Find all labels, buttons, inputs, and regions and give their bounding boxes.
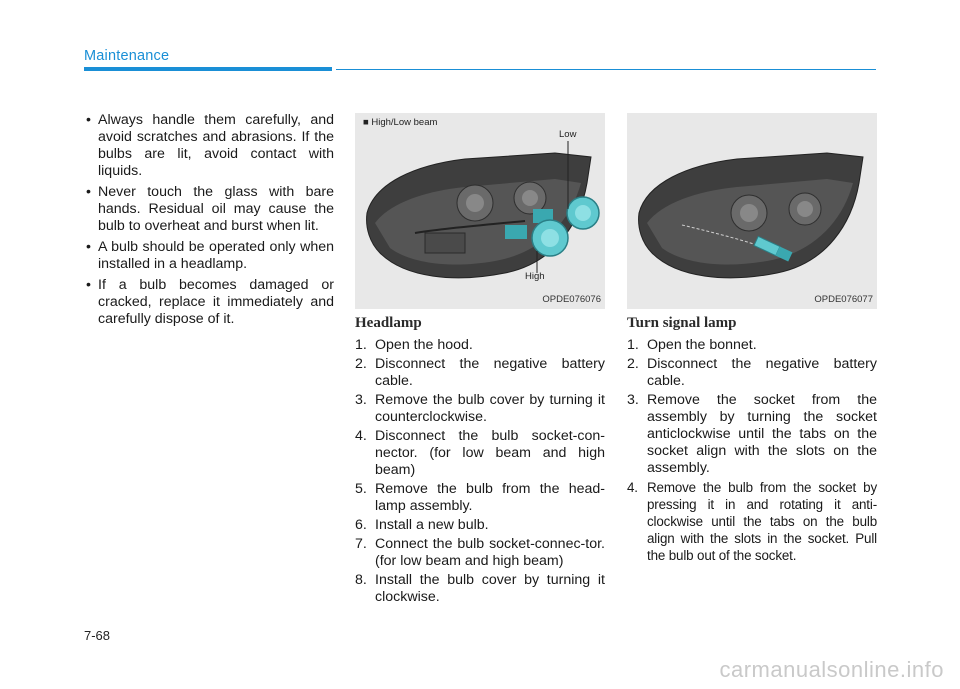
- section-header: Maintenance: [84, 48, 170, 64]
- list-item: • If a bulb becomes damaged or cracked, replace it immediately and carefully dispose of it.: [86, 277, 334, 327]
- headlamp-column: [355, 315, 605, 608]
- precautions-list: [84, 112, 334, 328]
- list-item: 7. Connect the bulb socket-connec-tor. (for low beam and high beam): [355, 536, 605, 569]
- list-item: 8. Install the bulb cover by turning it clockwise.: [355, 572, 605, 605]
- figure-code: OPDE076076: [542, 294, 601, 305]
- list-item: 6. Install a new bulb.: [355, 517, 489, 533]
- figure-caption: ■ High/Low beam: [363, 117, 438, 128]
- list-item: 2. Disconnect the negative battery cable.: [355, 356, 605, 389]
- precautions-column: [84, 112, 334, 332]
- list-item: • Always handle them carefully, and avoid scratches and abrasions. If the bulbs are lit, avoid contact with liquids.: [86, 112, 334, 179]
- page-number: 7-68: [84, 628, 111, 643]
- list-item: 2. Disconnect the negative battery cable.: [627, 356, 877, 389]
- list-item: 3. Remove the socket from the assembly by turning the socket anticlockwise until the tabs on the socket align with the slots on the assembly.: [627, 392, 877, 476]
- headlamp-steps: [355, 337, 605, 606]
- list-item: • Never touch the glass with bare hands. Residual oil may cause the bulb to overheat and burst when lit.: [86, 184, 334, 234]
- watermark: carmanualsonline.info: [719, 657, 944, 682]
- turn-signal-steps: [627, 337, 877, 564]
- header-rule-thin: [336, 69, 876, 70]
- list-item: 5. Remove the bulb from the head-lamp assembly.: [355, 481, 605, 514]
- list-item: 4. Remove the bulb from the socket by pressing it in and rotating it anti-clockwise until the tabs on the bulb align with the slots in the socket. Pull the bulb out of the socket.: [627, 480, 877, 563]
- high-label: High: [525, 271, 545, 282]
- list-item: • A bulb should be operated only when installed in a headlamp.: [86, 239, 334, 272]
- figure-code: OPDE076077: [814, 294, 873, 305]
- list-item: 4. Disconnect the bulb socket-con-nector. (for low beam and high beam): [355, 428, 605, 478]
- headlamp-illustration: [355, 113, 605, 309]
- turn-signal-figure: [627, 113, 877, 309]
- list-item: 3. Remove the bulb cover by turning it counterclockwise.: [355, 392, 605, 425]
- turn-signal-illustration: [627, 113, 877, 309]
- headlamp-title: Headlamp: [355, 315, 422, 331]
- turn-signal-title: Turn signal lamp: [627, 315, 737, 331]
- list-item: 1. Open the bonnet.: [627, 337, 757, 353]
- low-label: Low: [559, 129, 577, 140]
- turn-signal-column: [627, 315, 877, 566]
- list-item: 1. Open the hood.: [355, 337, 473, 353]
- header-rule-thick: [84, 67, 332, 71]
- headlamp-figure: [355, 113, 605, 309]
